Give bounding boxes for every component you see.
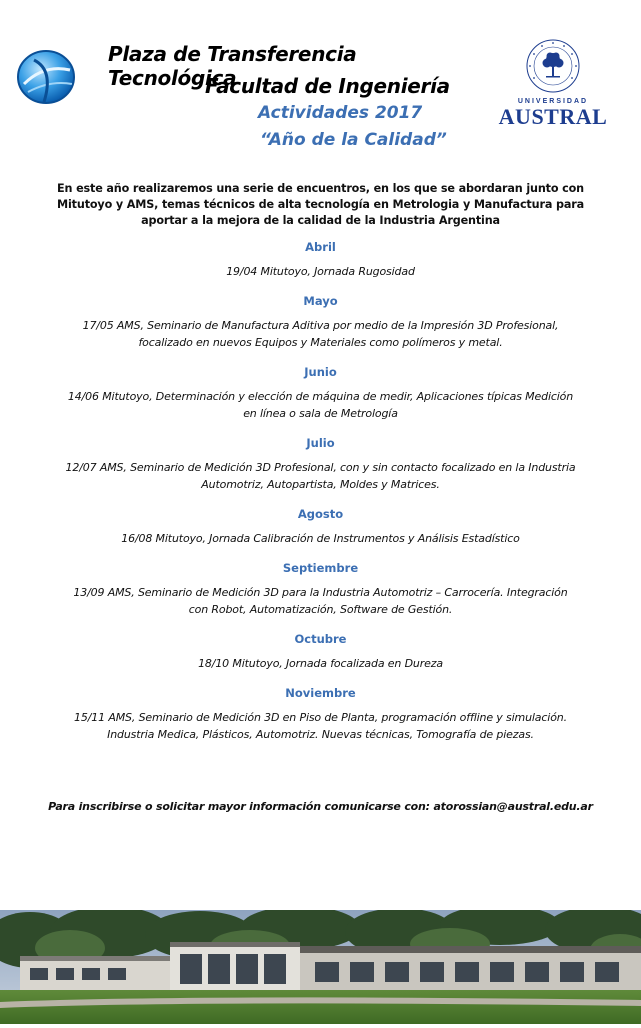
month-heading: Octubre xyxy=(294,632,347,646)
month-heading: Julio xyxy=(306,436,335,450)
event-line: 18/10 Mitutoyo, Jornada focalizada en Dureza xyxy=(198,657,443,670)
schedule-item xyxy=(40,435,601,493)
event-line: 19/04 Mitutoyo, Jornada Rugosidad xyxy=(226,265,415,278)
event-description xyxy=(40,459,601,493)
month-heading: Noviembre xyxy=(285,686,356,700)
month-heading: Abril xyxy=(305,240,336,254)
page-title-line2: Facultad de Ingeniería xyxy=(205,74,450,98)
main-content xyxy=(40,181,601,756)
schedule-item xyxy=(40,293,601,351)
event-line: 16/08 Mitutoyo, Jornada Calibración de Instrumentos y Análisis Estadístico xyxy=(121,532,520,545)
event-line: 13/09 AMS, Seminario de Medición 3D para la Industria Automotriz – Carrocería. Integración xyxy=(73,586,568,599)
event-line: Industria Medica, Plásticos, Automotriz. Nuevas técnicas, Tomografía de piezas. xyxy=(107,728,534,741)
event-description xyxy=(40,655,601,672)
event-line: focalizado en nuevos Equipos y Materiales como polímeros y metal. xyxy=(138,336,503,349)
event-line: Automotriz, Autopartista, Moldes y Matrices. xyxy=(201,478,440,491)
event-line: 12/07 AMS, Seminario de Medición 3D Profesional, con y sin contacto focalizado en la Industria xyxy=(65,461,576,474)
event-line: con Robot, Automatización, Software de Gestión. xyxy=(188,603,453,616)
schedule-item xyxy=(40,364,601,422)
event-description xyxy=(40,388,601,422)
university-label: UNIVERSIDAD xyxy=(517,98,589,105)
austral-logo xyxy=(498,38,608,138)
globe-logo-icon xyxy=(14,44,78,108)
event-description xyxy=(40,317,601,351)
subtitle-line2: “Año de la Calidad” xyxy=(260,130,447,150)
event-line: 15/11 AMS, Seminario de Medición 3D en Piso de Planta, programación offline y simulación. xyxy=(74,711,567,724)
month-heading: Junio xyxy=(304,365,337,379)
subtitle-line1: Actividades 2017 xyxy=(258,103,423,123)
event-description xyxy=(40,584,601,618)
header xyxy=(0,0,641,170)
schedule-item xyxy=(40,685,601,743)
schedule-item xyxy=(40,560,601,618)
page-title-line1: Plaza de Transferencia Tecnológica xyxy=(108,42,357,90)
event-description xyxy=(40,263,601,280)
month-heading: Septiembre xyxy=(282,561,359,575)
schedule-item xyxy=(40,506,601,547)
contact-note: Para inscribirse o solicitar mayor información comunicarse con: atorossian@austral.edu.ar xyxy=(48,800,593,813)
event-description xyxy=(40,530,601,547)
campus-building-photo xyxy=(0,910,641,1024)
event-line: 14/06 Mitutoyo, Determinación y elección de máquina de medir, Aplicaciones típicas Medición xyxy=(67,390,574,403)
austral-tree-seal-icon xyxy=(525,38,581,94)
month-heading: Mayo xyxy=(303,294,338,308)
schedule-item xyxy=(40,239,601,280)
schedule-item xyxy=(40,631,601,672)
event-line: 17/05 AMS, Seminario de Manufactura Aditiva por medio de la Impresión 3D Profesional, xyxy=(82,319,559,332)
event-description xyxy=(40,709,601,743)
intro-paragraph: En este año realizaremos una serie de encuentros, en los que se abordaran junto con Mitutoyo y AMS, temas técnicos de alta tecnología en Metrologia y Manufactura para aportar a la mejora de la calidad de la Industria Argentina xyxy=(57,182,584,227)
austral-wordmark: AUSTRAL xyxy=(498,104,608,129)
month-heading: Agosto xyxy=(297,507,344,521)
event-line: en línea o sala de Metrología xyxy=(243,407,398,420)
